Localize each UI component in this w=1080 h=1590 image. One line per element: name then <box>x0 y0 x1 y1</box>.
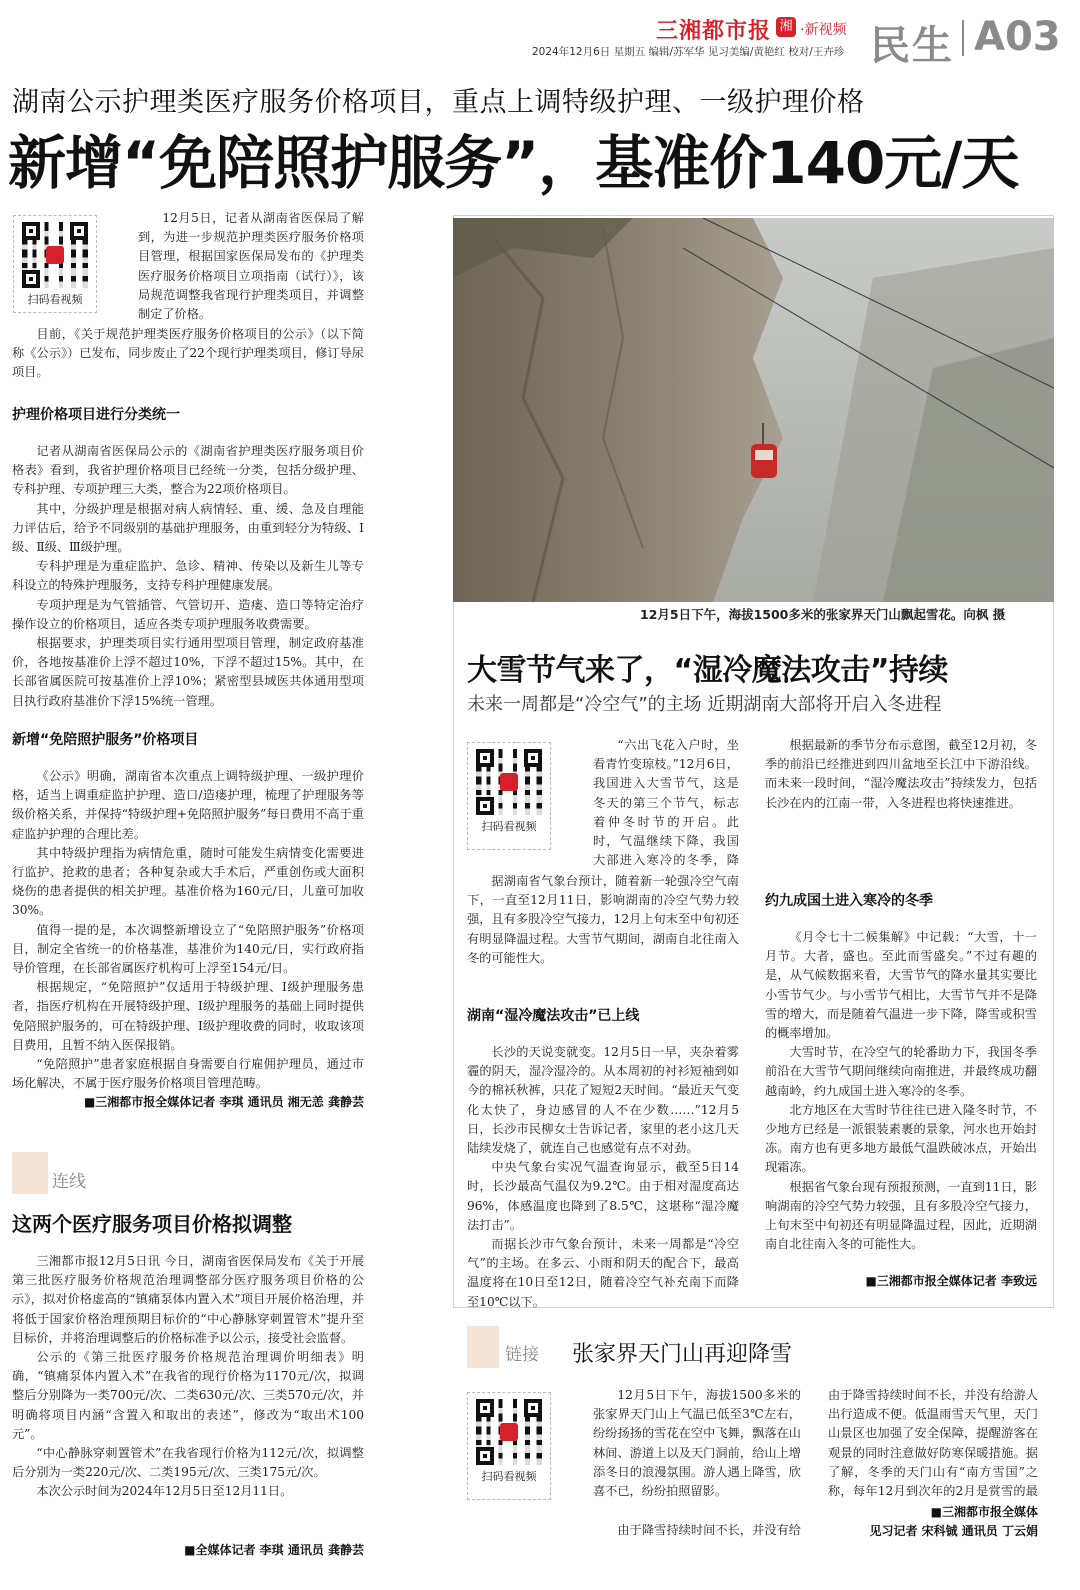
qr-code-icon <box>476 1399 542 1465</box>
snow-col2-body <box>765 736 1037 813</box>
snow-subhead-1: 湖南“湿冷魔法攻击”已上线 <box>467 1008 640 1024</box>
snow-subhead-2: 约九成国土进入寒冷的冬季 <box>765 893 933 909</box>
lianxian-tag: 连线 <box>52 1172 86 1192</box>
video-brand: ·新视频 <box>800 22 847 38</box>
section-name: 民生 <box>870 23 954 69</box>
snow-col2-body-2 <box>765 928 1037 1254</box>
snow-deck: 未来一周都是“冷空气”的主场 近期湖南大部将开启入冬进程 <box>467 694 942 715</box>
lianjie-byline-1: ■三湘都市报全媒体 <box>930 1505 1038 1519</box>
issue-meta: 2024年12月6日 星期五 编辑/苏军华 见习美编/黄艳红 校对/王卉珍 <box>532 46 845 58</box>
paragraph: 《公示》明确，湖南省本次重点上调特级护理、一级护理价格，适当上调重症监护护理、造口/造瘘护理，梳理了护理服务等级价格关系，并保持“特级护理+免陪照护服务”每日费用不高于重症监护护理的合理比差。 <box>12 769 364 841</box>
lianxian-tag-box <box>12 1152 48 1194</box>
qr-code-snow[interactable] <box>467 742 551 850</box>
snow-byline: ■三湘都市报全媒体记者 李致远 <box>865 1274 1037 1288</box>
paragraph: 目前，《关于规范护理类医疗服务价格项目的公示》（以下简称《公示》）已发布，同步废止了22个现行护理类项目，修订导尿项目。 <box>12 327 364 380</box>
video-logo-icon: 湘 <box>776 17 796 37</box>
lead-intro <box>138 209 364 324</box>
snow-headline: 大雪节气来了，“湿冷魔法攻击”持续 <box>467 653 948 688</box>
paragraph: 公示的《第三批医疗服务价格规范治理调价明细表》明确，“镇痛泵体内置入术”在我省的现行价格为1170元/次，拟调整后分别降为一类700元/次、二类630元/次、三类570元/次，并明确将项目内涵“含置入和取出的表述”，修改为“取出术100元”。 <box>12 1350 364 1441</box>
qr-label: 扫码看视频 <box>27 293 83 306</box>
qr-label: 扫码看视频 <box>481 1470 537 1483</box>
qr-code-lianjie[interactable] <box>467 1392 551 1500</box>
paragraph: 根据省气象台现有预报预测，一直到11日，影响湖南的冷空气势力较强，且有多股冷空气接力，上旬末至中旬初还有明显降温过程，因此，近期湖南自北往南入冬的可能性大。 <box>765 1179 1037 1252</box>
paragraph: 根据最新的季节分布示意图，截至12月初，冬季的前沿已经推进到四川盆地至长江中下游沿线。而未来一段时间，“湿冷魔法攻击”持续发力，包括长沙在内的江南一带，入冬进程也将快速推进。 <box>765 738 1037 810</box>
paragraph: 由于降雪持续时间不长，并没有给 <box>617 1523 801 1537</box>
paragraph: 《月令七十二候集解》中记载：“大雪，十一月节。大者，盛也。至此而雪盛矣。”不过有趣的是，从气候数据来看，大雪节气的降水量其实要比小雪节气少。与小雪节气相比，大雪节气并不是降雪的增大，而是随着气温进一步下降，降雪或积雪的概率增加。 <box>765 930 1037 1041</box>
newspaper-name: 三湘都市报 <box>656 19 772 44</box>
paragraph: 本次公示时间为2024年12月5日至12月11日。 <box>36 1484 293 1499</box>
paragraph: 其中，分级护理是根据对病人病情轻、重、缓、急及自理能力评估后，给予不同级别的基础护理服务，由重到轻分为特级、Ⅰ级、Ⅱ级、Ⅲ级护理。 <box>12 501 364 555</box>
paragraph: 大雪时节，在冷空气的轮番助力下，我国冬季前沿在大雪节气期间继续向南推进，并最终成功翻越南岭，约九成国土进入寒冷的冬季。 <box>765 1045 1037 1098</box>
lianjie-title: 张家界天门山再迎降雪 <box>572 1342 793 1367</box>
snow-intro <box>593 736 739 870</box>
paragraph: 而据长沙市气象台预计，未来一周都是“冷空气”的主场。在多云、小雨和阴天的配合下，最高温度将在10日至12日，随着冷空气补充南下而降至10℃以下。 <box>467 1237 739 1309</box>
lead-kicker: 湖南公示护理类医疗服务价格项目，重点上调特级护理、一级护理价格 <box>12 87 865 118</box>
masthead <box>0 0 1080 70</box>
lead-intro-2 <box>12 325 364 383</box>
paragraph-continued: 由于降雪持续时间不长，并没有给游人出行造成不便。低温雨雪天气里，天门山景区也加强了安全保障，提醒游客在观景的同时注意做好防寒保暖措施。据了解，冬季的天门山有“南方雪国”之称，每年12月到次年的2月是赏雪的最 <box>828 1388 1038 1499</box>
qr-label: 扫码看视频 <box>481 820 537 833</box>
paragraph: “中心静脉穿刺置管术”在我省现行价格为112元/次，拟调整后分别为一类220元/次、二类195元/次、三类175元/次。 <box>12 1446 364 1480</box>
snow-col1-body-2 <box>467 1043 739 1312</box>
paragraph: 12月5日下午，海拔1500多米的张家界天门山上气温已低至3℃左右，纷纷扬扬的雪花在空中飞舞，飘落在山林间、游道上以及天门洞前，给山上增添冬日的浪漫氛围。游人遇上降雪，欣喜不已，纷纷拍照留影。 <box>593 1388 801 1499</box>
paragraph: 中央气象台实况气温查询显示，截至5日14时，长沙最高气温仅为9.2℃。由于相对湿度高达96%，体感温度也降到了8.5℃，这堪称“湿冷魔法打击”。 <box>467 1160 739 1232</box>
lead-subhead-1: 护理价格项目进行分类统一 <box>12 407 180 423</box>
lead-subhead-2: 新增“免陪照护服务”价格项目 <box>12 732 199 748</box>
paragraph: “免陪照护”患者家庭根据自身需要自行雇佣护理员，通过市场化解决，不属于医疗服务价格项目管理范畴。 <box>12 1057 364 1091</box>
paragraph: 据湖南省气象台预计，随着新一轮强冷空气南下，一直至12月11日，影响湖南的冷空气势力较强，且有多股冷空气接力，12月上旬末至中旬初还有明显降温过程。大雪节气期间，湖南自北往南入冬的可能性大。 <box>467 874 739 965</box>
lianjie-tag-box <box>467 1326 499 1368</box>
page-number: A03 <box>974 14 1061 60</box>
lianxian-body <box>12 1252 364 1502</box>
paragraph: 三湘都市报12月5日讯 今日，湖南省医保局发布《关于开展第三批医疗服务价格规范治理调整部分医疗服务项目价格的公示》，拟对价格虚高的“镇痛泵体内置入术”项目开展价格治理，并将低于国家价格治理预期目标价的“中心静脉穿刺置管术”提升至目标价，并将治理调整后的价格标准予以公示，接受社会监督。 <box>12 1254 364 1345</box>
lead-headline: 新增“免陪照护服务”，基准价140元/天 <box>8 129 1019 197</box>
snow-col1-body <box>467 872 739 968</box>
tianmen-snow-photo <box>453 218 1054 602</box>
paragraph: 专项护理是为气管插管、气管切开、造瘘、造口等特定治疗操作设立的价格项目，适应各类专项护理服务收费需要。 <box>12 597 364 631</box>
paragraph: 其中特级护理指为病情危重，随时可能发生病情变化需要进行监护、抢救的患者；各种复杂或大手术后，严重创伤或大面积烧伤的患者提供的相关护理。基准价格为160元/日，儿童可加收30%。 <box>12 845 364 918</box>
lianjie-body-1 <box>593 1386 801 1501</box>
qr-code-icon <box>476 749 542 815</box>
qr-code-lead[interactable] <box>13 215 97 313</box>
cable-car-photo-image <box>453 218 1054 602</box>
paragraph: 长沙的天说变就变。12月5日一早，夹杂着雾霾的阴天，湿冷湿冷的。从本周初的衬衫短袖到如今的棉袄秋裤，只花了短短2天时间。“最近天气变化太快了，身边感冒的人不在少数……”12月5日，长沙市民柳女士告诉记者，家里的老小这几天陆续发烧了，就连自己也感觉有点不对劲。 <box>467 1045 739 1156</box>
paragraph: 12月5日，记者从湖南省医保局了解到，为进一步规范护理类医疗服务价格项目管理，根据国家医保局发布的《护理类医疗服务价格项目立项指南（试行）》，该局规范调整我省现行护理类项目，并调整制定了价格。 <box>138 211 364 322</box>
lianxian-title: 这两个医疗服务项目价格拟调整 <box>12 1212 292 1236</box>
paragraph: 根据规定，“免陪照护”仅适用于特级护理、Ⅰ级护理服务患者，指医疗机构在开展特级护理、Ⅰ级护理服务的基础上同时提供免陪照护服务的，可在特级护理、Ⅰ级护理收费的同时，收取该项目费用，且暂不纳入医保报销。 <box>12 980 364 1052</box>
qr-code-icon <box>22 222 88 288</box>
lianjie-body-2 <box>828 1386 1038 1501</box>
paragraph: 值得一提的是，本次调整新增设立了“免陪照护服务”价格项目，制定全省统一的价格基准，基准价为140元/日，实行政府指导价管理，在长部省属医疗机构可上浮至154元/日。 <box>12 922 364 976</box>
paragraph: 专科护理是为重症监护、急诊、精神、传染以及新生儿等专科设立的特殊护理服务，支持专科护理健康发展。 <box>12 559 364 593</box>
lead-section-2 <box>12 767 364 1093</box>
lianxian-byline: ■全媒体记者 李琪 通讯员 龚静芸 <box>184 1543 364 1557</box>
paragraph: 根据要求，护理类项目实行通用型项目管理，制定政府基准价，各地按基准价上浮不超过10%，下浮不超过15%。其中，在长部省属医院可按基准价上浮10%；紧密型县域医共体通用型项目执行政府基准价下浮15%统一管理。 <box>12 636 364 708</box>
lianjie-tag: 链接 <box>505 1345 539 1365</box>
paragraph: 记者从湖南省医保局公示的《湖南省护理类医疗服务项目价格表》看到，我省护理价格项目已经统一分类，包括分级护理、专科护理、专项护理三大类，整合为22项价格项目。 <box>12 444 364 497</box>
lead-section-1 <box>12 442 364 711</box>
lead-byline: ■三湘都市报全媒体记者 李琪 通讯员 湘无恙 龚静芸 <box>83 1095 364 1109</box>
lianjie-byline-2: 见习记者 宋科铖 通讯员 丁云娟 <box>869 1524 1038 1538</box>
cable-car-icon <box>751 444 777 478</box>
photo-caption: 12月5日下午，海拔1500多米的张家界天门山飘起雪花。向枫 摄 <box>640 607 1006 622</box>
section-divider <box>962 20 964 56</box>
lianjie-body-1b <box>593 1521 801 1540</box>
paragraph: “六出飞花入户时，坐看青竹变琼枝。”12月6日，我国进入大雪节气，这是冬天的第三个节气，标志着仲冬时节的开启。此时，气温继续下降，我国大部进入寒冷的冬季，降 <box>593 738 739 868</box>
paragraph: 北方地区在大雪时节往往已进入隆冬时节，不少地方已经是一派银装素裹的景象，河水也开始封冻。南方也有更多地方最低气温跌破冰点，开始出现霜冻。 <box>765 1102 1037 1175</box>
